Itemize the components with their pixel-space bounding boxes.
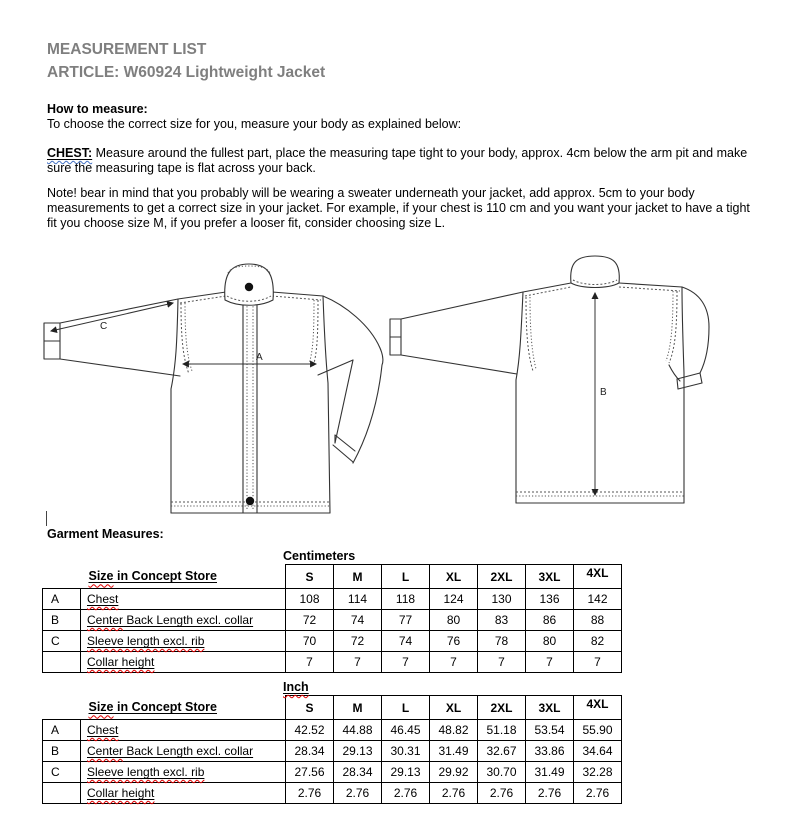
row-label: Center Back Length excl. collar	[81, 610, 286, 631]
measure-value: 29.92	[430, 762, 478, 783]
measure-row	[43, 610, 622, 631]
chest-measure-label: A	[256, 352, 263, 363]
measure-value: 55.90	[574, 720, 622, 741]
measure-value: 136	[526, 589, 574, 610]
measure-row	[43, 762, 622, 783]
size-table-inch	[42, 695, 622, 804]
measure-value: 70	[286, 631, 334, 652]
jacket-technical-drawing	[0, 243, 787, 531]
size-col-header: L	[382, 565, 430, 589]
jacket-back-view	[390, 256, 709, 503]
measure-value: 28.34	[286, 741, 334, 762]
size-table-centimeters	[42, 564, 622, 673]
measure-value: 28.34	[334, 762, 382, 783]
measure-value: 74	[382, 631, 430, 652]
measure-value: 27.56	[286, 762, 334, 783]
row-label: Collar height	[81, 783, 286, 804]
unit-label: Centimeters	[283, 549, 356, 563]
jacket-front-view	[44, 264, 383, 513]
centimeters-table-block	[42, 549, 752, 673]
unit-label: Inch	[283, 680, 309, 694]
measure-value: 32.67	[478, 741, 526, 762]
back-length-measure-label: B	[600, 387, 607, 398]
measure-value: 2.76	[334, 783, 382, 804]
row-letter: A	[43, 589, 81, 610]
how-to-measure-heading: How to measure:	[47, 102, 148, 116]
size-col-header: 4XL	[574, 565, 622, 589]
row-label: Sleeve length excl. rib	[81, 762, 286, 783]
row-label: Chest	[81, 589, 286, 610]
measure-value: 80	[526, 631, 574, 652]
row-letter	[43, 783, 81, 804]
measure-value: 74	[334, 610, 382, 631]
measure-value: 44.88	[334, 720, 382, 741]
row-letter: B	[43, 610, 81, 631]
jacket-diagrams	[0, 243, 787, 531]
measure-value: 7	[526, 652, 574, 673]
note-paragraph: Note! bear in mind that you probably will be wearing a sweater underneath your jacket, add approx. 5cm to your body measurements to get a correct size in your jacket. For example, if your chest is 110 cm and you want your jacket to have a tight fit you choose size M, if you prefer a looser fit, consider choosing size L.	[47, 186, 750, 230]
measure-value: 2.76	[478, 783, 526, 804]
measure-value: 2.76	[574, 783, 622, 804]
article-title: ARTICLE: W60924 Lightweight Jacket	[47, 64, 326, 81]
size-col-header: 2XL	[478, 565, 526, 589]
collar-button	[245, 283, 253, 291]
measure-row	[43, 720, 622, 741]
chest-paragraph	[47, 146, 759, 176]
page-title: MEASUREMENT LIST	[47, 41, 207, 58]
size-col-header: S	[286, 565, 334, 589]
row-label: Sleeve length excl. rib	[81, 631, 286, 652]
measure-value: 31.49	[430, 741, 478, 762]
measure-value: 86	[526, 610, 574, 631]
measure-value: 77	[382, 610, 430, 631]
measure-value: 130	[478, 589, 526, 610]
row-label: Collar height	[81, 652, 286, 673]
size-col-header: 4XL	[574, 696, 622, 720]
measure-value: 83	[478, 610, 526, 631]
measure-value: 88	[574, 610, 622, 631]
size-col-header: 3XL	[526, 565, 574, 589]
size-in-store-header: Size in Concept Store	[88, 569, 217, 584]
garment-measures-heading: Garment Measures:	[47, 527, 164, 541]
row-letter: C	[43, 762, 81, 783]
measure-value: 7	[478, 652, 526, 673]
measure-value: 7	[382, 652, 430, 673]
measure-value: 2.76	[526, 783, 574, 804]
measure-row	[43, 652, 622, 673]
how-to-measure-intro: To choose the correct size for you, measure your body as explained below:	[47, 117, 462, 131]
size-in-store-header: Size in Concept Store	[88, 700, 217, 715]
measure-value: 51.18	[478, 720, 526, 741]
size-col-header: XL	[430, 696, 478, 720]
measure-value: 53.54	[526, 720, 574, 741]
measure-row	[43, 783, 622, 804]
sleeve-measure-label: C	[100, 321, 108, 332]
row-letter: A	[43, 720, 81, 741]
measure-value: 7	[286, 652, 334, 673]
measure-value: 108	[286, 589, 334, 610]
measure-value: 82	[574, 631, 622, 652]
measure-value: 142	[574, 589, 622, 610]
size-col-header: S	[286, 696, 334, 720]
measure-value: 46.45	[382, 720, 430, 741]
measure-value: 7	[430, 652, 478, 673]
row-label: Chest	[81, 720, 286, 741]
measure-value: 7	[334, 652, 382, 673]
size-col-header: M	[334, 565, 382, 589]
measure-value: 76	[430, 631, 478, 652]
measure-value: 80	[430, 610, 478, 631]
measure-value: 32.28	[574, 762, 622, 783]
measure-row	[43, 589, 622, 610]
row-letter: B	[43, 741, 81, 762]
measure-value: 33.86	[526, 741, 574, 762]
measure-value: 2.76	[286, 783, 334, 804]
garment-measure-tables	[42, 549, 752, 804]
measure-row	[43, 741, 622, 762]
measure-value: 124	[430, 589, 478, 610]
size-col-header: L	[382, 696, 430, 720]
measure-row	[43, 631, 622, 652]
size-header-row	[43, 696, 622, 720]
size-col-header: 3XL	[526, 696, 574, 720]
measure-value: 2.76	[382, 783, 430, 804]
measure-value: 72	[334, 631, 382, 652]
measure-value: 72	[286, 610, 334, 631]
measure-value: 30.70	[478, 762, 526, 783]
measure-value: 42.52	[286, 720, 334, 741]
row-label: Center Back Length excl. collar	[81, 741, 286, 762]
size-header-row	[43, 565, 622, 589]
measure-value: 30.31	[382, 741, 430, 762]
measure-value: 2.76	[430, 783, 478, 804]
size-col-header: M	[334, 696, 382, 720]
row-letter	[43, 652, 81, 673]
measure-value: 29.13	[334, 741, 382, 762]
measure-value: 34.64	[574, 741, 622, 762]
measure-value: 31.49	[526, 762, 574, 783]
measure-value: 78	[478, 631, 526, 652]
document-title-block	[47, 38, 752, 84]
row-letter: C	[43, 631, 81, 652]
inch-table-block	[42, 680, 752, 804]
hem-button	[246, 497, 254, 505]
sleeve-measure-arrow	[51, 303, 173, 331]
measure-value: 114	[334, 589, 382, 610]
measure-value: 29.13	[382, 762, 430, 783]
chest-instruction-text: Measure around the fullest part, place the measuring tape tight to your body, approx. 4cm below the arm pit and make sure the measuring tape is flat across your back.	[47, 146, 748, 175]
measure-value: 48.82	[430, 720, 478, 741]
size-col-header: 2XL	[478, 696, 526, 720]
measure-value: 118	[382, 589, 430, 610]
size-col-header: XL	[430, 565, 478, 589]
chest-label: CHEST:	[47, 146, 93, 160]
measure-value: 7	[574, 652, 622, 673]
